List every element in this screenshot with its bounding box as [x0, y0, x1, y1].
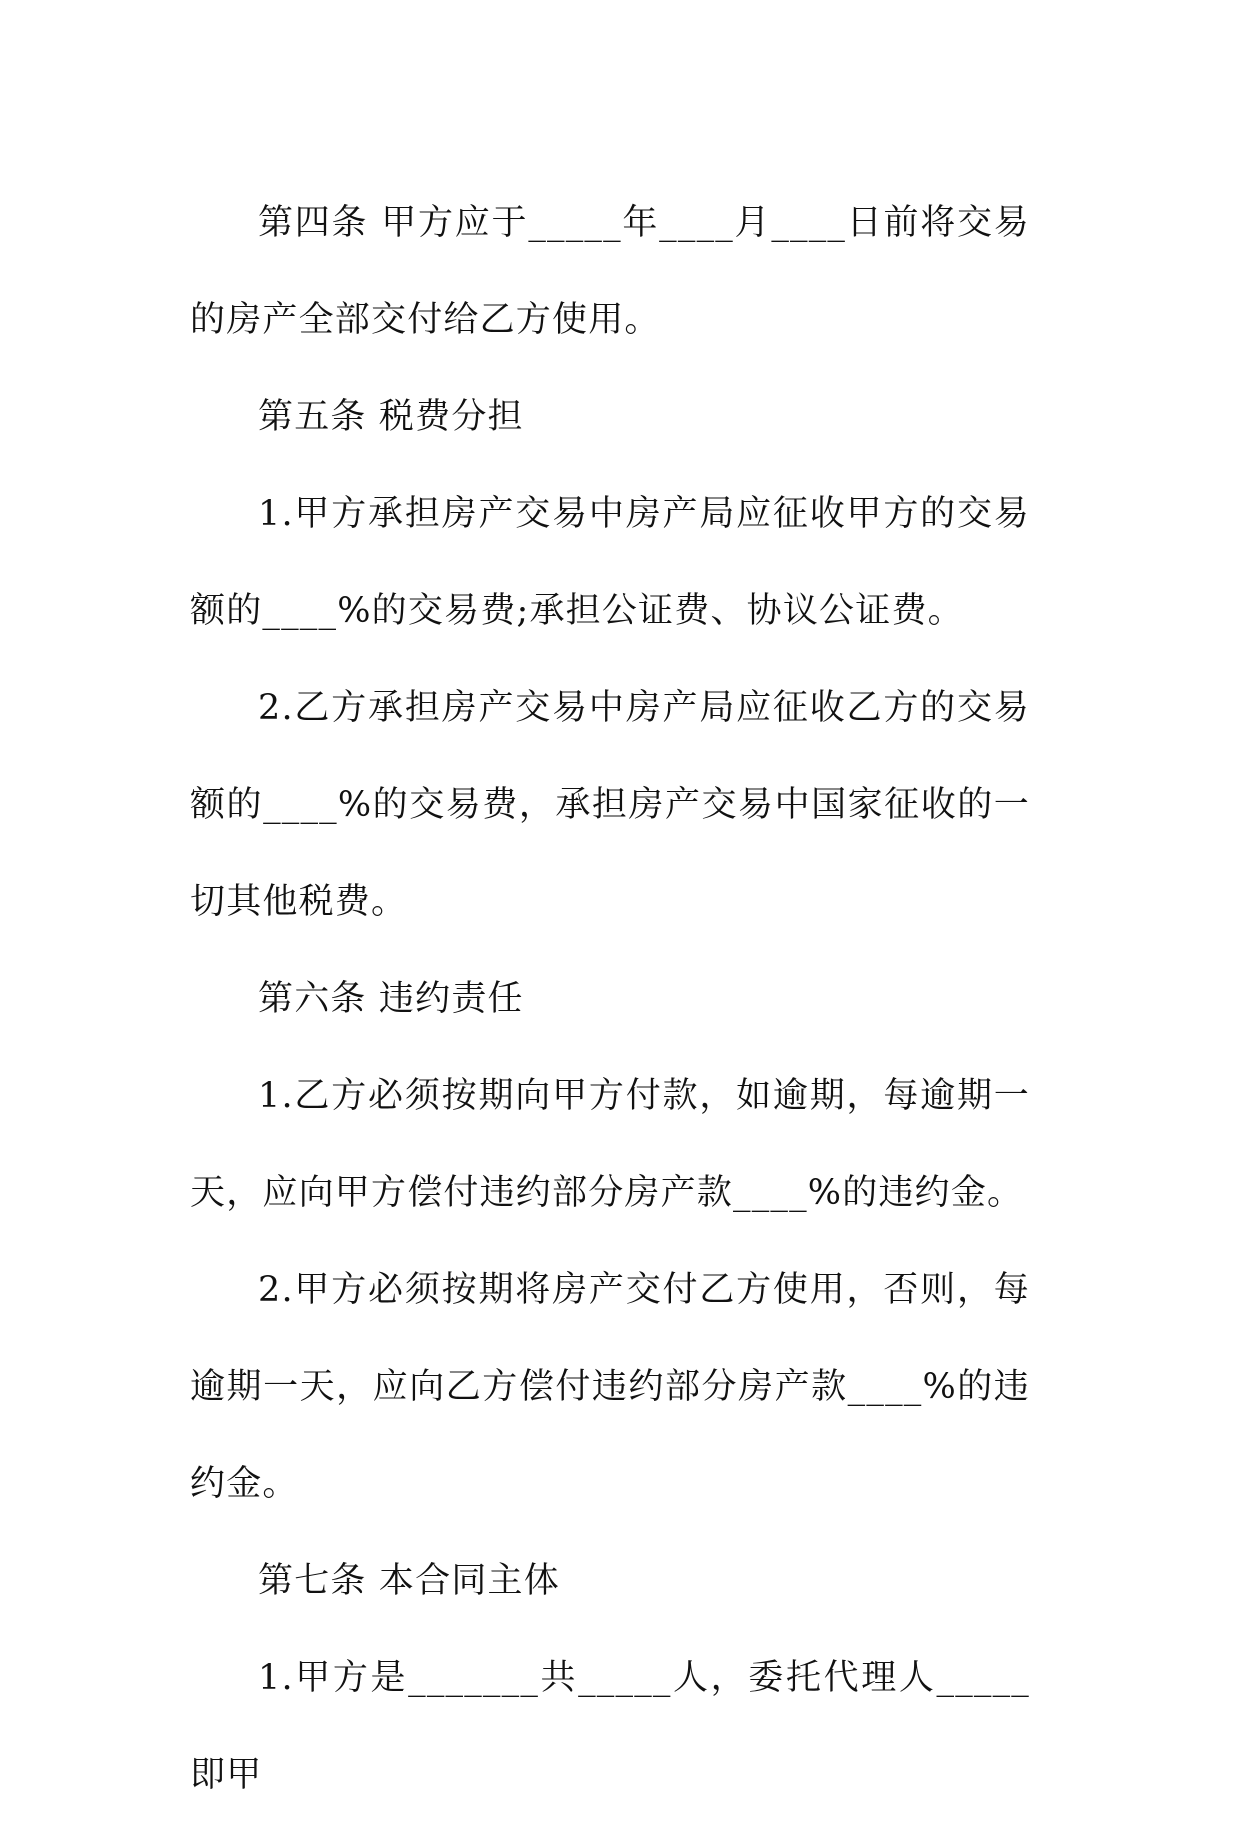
article-4-delivery: 第四条 甲方应于_____年____月____日前将交易的房产全部交付给乙方使用。	[190, 203, 1030, 340]
article-7-heading: 第七条 本合同主体	[258, 1561, 560, 1601]
article-5-heading: 第五条 税费分担	[258, 397, 524, 437]
article-6-item-1: 1.乙方必须按期向甲方付款，如逾期，每逾期一天，应向甲方偿付违约部分房产款____%的违约金。	[190, 1076, 1030, 1213]
article-5-item-1: 1.甲方承担房产交易中房产局应征收甲方的交易额的____%的交易费;承担公证费、协议公证费。	[190, 494, 1030, 631]
article-6-heading: 第六条 违约责任	[258, 979, 524, 1019]
article-5-item-2: 2.乙方承担房产交易中房产局应征收乙方的交易额的____%的交易费，承担房产交易中国家征收的一切其他税费。	[190, 688, 1030, 922]
article-7-item-1: 1.甲方是_______共_____人，委托代理人_____即甲	[190, 1658, 1030, 1795]
article-6-item-2: 2.甲方必须按期将房产交付乙方使用，否则，每逾期一天，应向乙方偿付违约部分房产款____%的违约金。	[190, 1270, 1030, 1504]
document-page	[190, 175, 1030, 1824]
